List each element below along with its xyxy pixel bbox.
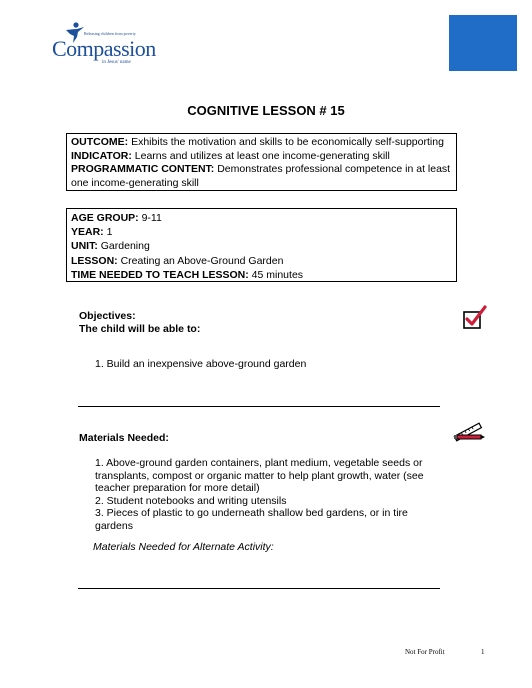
lesson-info-box <box>66 208 457 282</box>
logo-subtext: in Jesus' name <box>102 60 131 65</box>
programmatic-value: Demonstrates professional competence in at least one income-generating skill <box>71 163 451 189</box>
age-row <box>71 211 452 225</box>
outcome-value: Exhibits the motivation and skills to be economically self-supporting <box>131 136 444 148</box>
outcome-row <box>71 136 452 150</box>
logo-tagline: Releasing children from poverty <box>84 31 136 36</box>
section-divider <box>78 588 440 589</box>
time-row <box>71 268 452 282</box>
lesson-label: LESSON: <box>71 254 118 267</box>
section-divider <box>78 406 440 407</box>
objectives-subheading: The child will be able to: <box>79 323 201 335</box>
unit-label: UNIT: <box>71 240 98 253</box>
logo-wordmark: Compassion <box>52 36 156 61</box>
unit-value: Gardening <box>100 240 150 253</box>
year-value: 1 <box>106 226 113 239</box>
footer-text: Not For Profit <box>405 648 445 656</box>
checkbox-check-icon <box>462 304 488 330</box>
list-item: 1. Above-ground garden containers, plant medium, vegetable seeds or transplants, compost or organic matter to help plant growth, water (see teacher preparation for more detail) <box>95 457 424 494</box>
programmatic-row <box>71 163 452 190</box>
list-item: 3. Pieces of plastic to go underneath shallow bed gardens, or in tire gardens <box>95 507 408 532</box>
objectives-heading-block <box>79 310 200 336</box>
objective-item: 1. Build an inexpensive above-ground garden <box>95 358 307 370</box>
page-title: COGNITIVE LESSON # 15 <box>187 103 345 118</box>
header-blue-block <box>449 15 517 71</box>
year-label: YEAR: <box>71 226 104 239</box>
materials-list <box>95 457 440 532</box>
pencil-ruler-icon <box>451 419 487 445</box>
alternate-materials-heading: Materials Needed for Alternate Activity: <box>93 541 274 553</box>
indicator-row <box>71 150 452 164</box>
objectives-heading: Objectives: <box>79 310 136 322</box>
indicator-value: Learns and utilizes at least one income-generating skill <box>134 149 390 162</box>
outcome-box <box>66 133 457 191</box>
age-label: AGE GROUP: <box>71 212 139 224</box>
lesson-value: Creating an Above-Ground Garden <box>120 254 284 267</box>
page-number: 1 <box>481 648 485 656</box>
time-label: TIME NEEDED TO TEACH LESSON: <box>71 268 249 281</box>
year-row <box>71 225 452 239</box>
programmatic-label: PROGRAMMATIC CONTENT: <box>71 163 215 175</box>
indicator-label: INDICATOR: <box>71 149 132 162</box>
unit-row <box>71 239 452 253</box>
materials-heading: Materials Needed: <box>79 432 169 444</box>
outcome-label: OUTCOME: <box>71 136 129 148</box>
compassion-logo <box>52 22 164 70</box>
time-value: 45 minutes <box>251 268 304 281</box>
age-value: 9-11 <box>141 212 162 224</box>
lesson-row <box>71 254 452 268</box>
list-item: 2. Student notebooks and writing utensils <box>95 494 287 507</box>
